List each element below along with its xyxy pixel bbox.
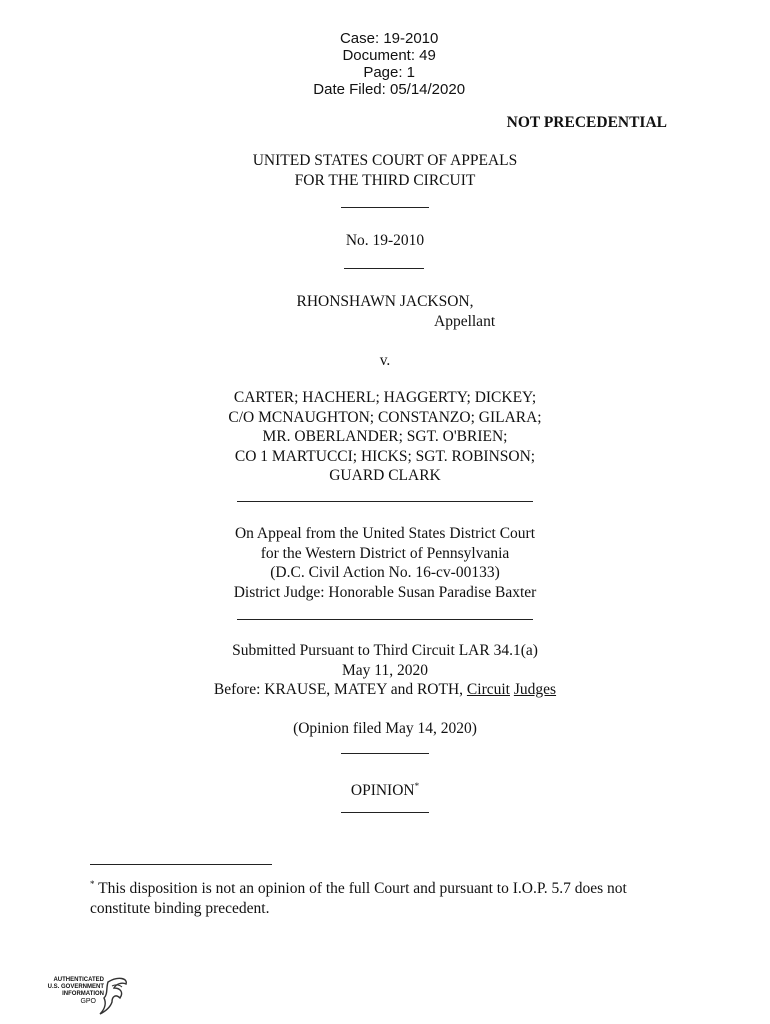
case-number: No. 19-2010 [345,232,425,249]
submitted-date: May 11, 2020 [342,662,428,679]
appeal-line: On Appeal from the United States District Court [234,525,536,542]
panel-judges: Before: KRAUSE, MATEY and ROTH, [213,681,467,698]
appellee-line: GUARD CLARK [329,467,441,484]
gpo-eagle-icon [42,972,132,1018]
gpo-text-line: INFORMATION [62,991,104,997]
footnote-marker: * [90,879,95,889]
versus: v. [379,352,391,369]
document-header [0,13,770,98]
court-name-line1: UNITED STATES COURT OF APPEALS [252,152,518,169]
circuit-word: Circuit [466,681,510,698]
divider [341,812,429,813]
footnote-text-line1: This disposition is not an opinion of the full Court and pursuant to I.O.P. 5.7 does not [98,880,627,897]
court-name-line2: FOR THE THIRD CIRCUIT [294,172,476,189]
appellee-line: C/O MCNAUGHTON; CONSTANZO; GILARA; [228,409,542,426]
precedential-status: NOT PRECEDENTIAL [506,114,667,131]
district-judge-line: District Judge: Honorable Susan Paradise Baxter [233,584,537,601]
appellant-name: RHONSHAWN JACKSON, [296,293,474,310]
footnote-separator [90,864,272,865]
panel-line [0,680,770,700]
appeal-line: (D.C. Civil Action No. 16-cv-00133) [270,564,500,581]
case-number-header: Case: 19-2010 [339,30,439,47]
appeal-line: for the Western District of Pennsylvania [260,545,510,562]
submitted-line: Submitted Pursuant to Third Circuit LAR 34.1(a) [232,642,538,659]
judges-word: Judges [513,681,557,698]
opinion-filed-date: (Opinion filed May 14, 2020) [293,720,477,737]
footnote-marker: * [414,781,420,791]
document-number-header: Document: 49 [342,47,436,64]
gpo-text-line: AUTHENTICATED [53,977,104,983]
footnote-text-line2: constitute binding precedent. [90,900,270,917]
appellee-line: MR. OBERLANDER; SGT. O'BRIEN; [262,428,508,445]
opinion-title: OPINION [350,782,415,799]
appellee-line: CO 1 MARTUCCI; HICKS; SGT. ROBINSON; [234,448,536,465]
date-filed-header: Date Filed: 05/14/2020 [313,81,466,98]
divider [344,268,424,269]
opinion-heading [0,776,770,801]
appellant-role: Appellant [434,313,496,330]
gpo-text-line: U.S. GOVERNMENT [47,984,104,990]
divider [341,207,429,208]
gpo-text-line: GPO [80,998,96,1005]
footnote [90,874,690,919]
divider [237,501,533,502]
divider [341,753,429,754]
appellee-line: CARTER; HACHERL; HAGGERTY; DICKEY; [233,389,537,406]
page-number-header: Page: 1 [363,64,416,81]
divider [237,619,533,620]
